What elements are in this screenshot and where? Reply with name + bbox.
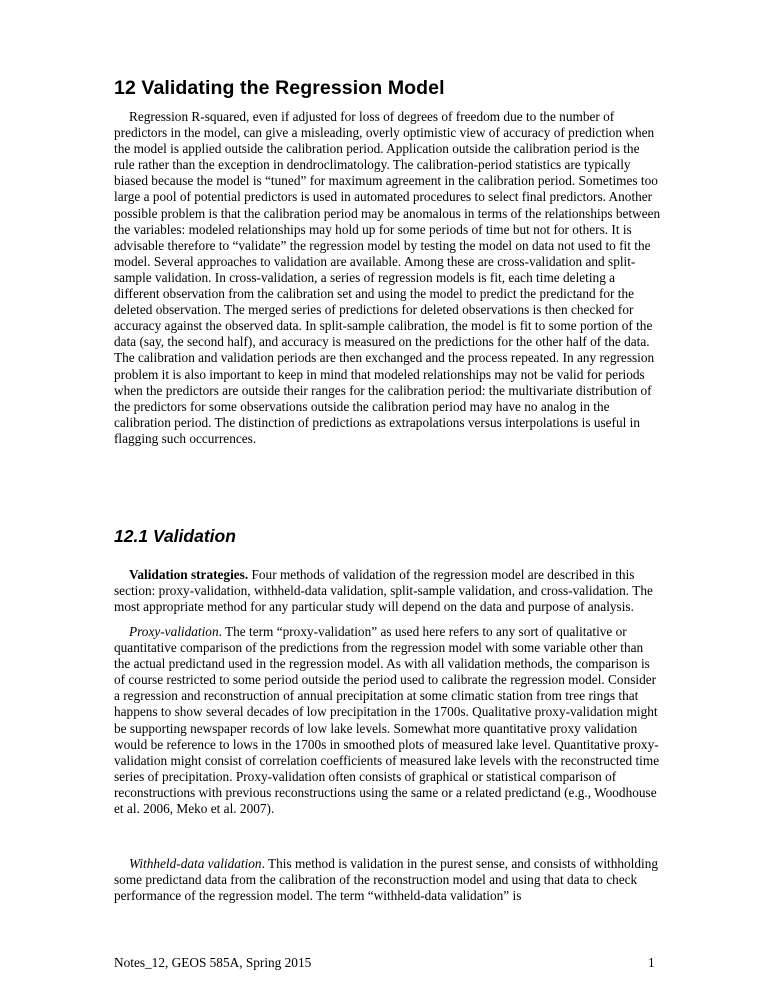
strategies-paragraph [114, 567, 662, 615]
footer-course-label: Notes_12, GEOS 585A, Spring 2015 [114, 955, 312, 970]
withheld-validation-body: . This method is validation in the purest sense, and consists of withholding some predictand data from the calibration of the reconstruction model and using that data to check performance of the regression model. The term “withheld-data validation” is [114, 856, 659, 904]
page-number: 1 [648, 955, 655, 970]
subsection-heading: 12.1 Validation [114, 526, 236, 546]
strategies-lead: Validation strategies. [129, 567, 249, 582]
proxy-validation-lead: Proxy-validation [129, 624, 219, 639]
proxy-validation-paragraph [114, 624, 662, 817]
withheld-validation-paragraph [114, 856, 662, 904]
strategies-body: Four methods of validation of the regression model are described in this section: proxy-validation, withheld-data validation, split-sample validation, and cross-validation. The most appropriate method for any particular study will depend on the data and purpose of analysis. [114, 567, 653, 615]
proxy-validation-body: . The term “proxy-validation” as used here refers to any sort of qualitative or quantitative comparison of the predictions from the regression model with some variable other than the actual predictand used in the regression model. As with all validation methods, the comparison is of course restricted to some period outside the period used to calibrate the regression model. Consider a regression and reconstruction of annual precipitation at some climatic station from tree rings that happens to show several decades of low precipitation in the 1700s. Qualitative proxy-validation might be supporting newspaper records of low lake levels. Somewhat more quantitative proxy validation would be reference to lows in the 1700s in smoothed plots of measured lake level. Quantitative proxy-validation might consist of correlation coefficients of measured lake levels with the reconstructed time series of precipitation. Proxy-validation often consists of graphical or statistical comparison of reconstructions with previous reconstructions using the same or a related predictand (e.g., Woodhouse et al. 2006, Meko et al. 2007). [114, 624, 660, 817]
section-heading: 12 Validating the Regression Model [114, 77, 445, 99]
withheld-validation-lead: Withheld-data validation [129, 856, 262, 871]
intro-paragraph: Regression R-squared, even if adjusted for loss of degrees of freedom due to the number of predictors in the model, can give a misleading, overly optimistic view of accuracy of prediction when the model is applied outside the calibration period. Application outside the calibration period is the rule rather than the exception in dendroclimatology. The calibration-period statistics are typically biased because the model is “tuned” for maximum agreement in the calibration period. Sometimes too large a pool of potential predictors is used in automated procedures to select final predictors. Another possible problem is that the calibration period may be anomalous in terms of the relationships between the variables: modeled relationships may hold up for some periods of time but not for others. It is advisable therefore to “validate” the regression model by testing the model on data not used to fit the model. Several approaches to validation are available. Among these are cross-validation and split-sample validation. In cross-validation, a series of regression models is fit, each time deleting a different observation from the calibration set and using the model to predict the predictand for the deleted observation. The merged series of predictions for deleted observations is then checked for accuracy against the observed data. In split-sample calibration, the model is fit to some portion of the data (say, the second half), and accuracy is measured on the predictions for the other half of the data. The calibration and validation periods are then exchanged and the process repeated. In any regression problem it is also important to keep in mind that modeled relationships may not be valid for periods when the predictors are outside their ranges for the calibration period: the multivariate distribution of the predictors for some observations outside the calibration period may have no analog in the calibration period. The distinction of predictions as extrapolations versus interpolations is useful in flagging such occurrences. [114, 109, 661, 446]
